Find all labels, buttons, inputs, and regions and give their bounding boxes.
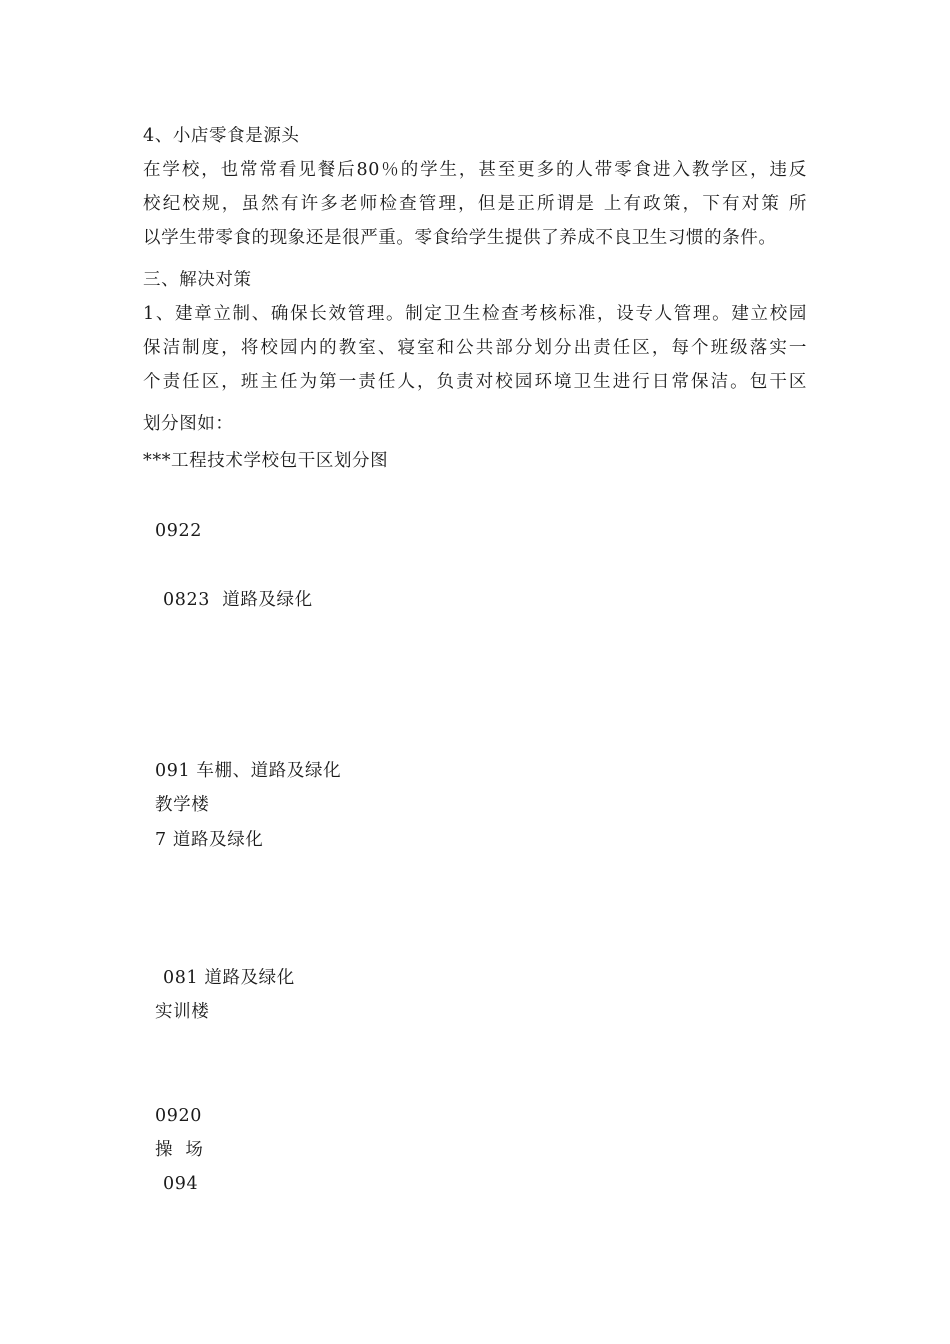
area-label: 081 道路及绿化 — [163, 968, 295, 988]
area-label: 091 车棚、道路及绿化 — [155, 761, 342, 781]
area-label: 0922 — [155, 521, 202, 541]
section-heading-solutions: 三、解决对策 — [143, 270, 252, 290]
paragraph-line: 校纪校规，虽然有许多老师检查管理，但是正所谓是 上有政策，下有对策 所 — [143, 194, 807, 214]
area-label: 7 道路及绿化 — [155, 830, 264, 850]
area-label: 0823 道路及绿化 — [163, 590, 313, 610]
building-label: 操 场 — [155, 1140, 204, 1160]
paragraph-line: 个责任区，班主任为第一责任人，负责对校园环境卫生进行日常保洁。包干区 — [143, 372, 807, 392]
paragraph-line: 1、建章立制、确保长效管理。制定卫生检查考核标准，设专人管理。建立校园 — [143, 304, 807, 324]
paragraph-line: 保洁制度，将校园内的教室、寝室和公共部分划分出责任区，每个班级落实一 — [143, 338, 807, 358]
building-label: 教学楼 — [155, 795, 210, 815]
area-label: 0920 — [155, 1106, 202, 1126]
paragraph-line: 划分图如： — [143, 414, 234, 434]
section-heading-shop-snacks: 4、小店零食是源头 — [143, 126, 300, 146]
paragraph-line: 以学生带零食的现象还是很严重。零食给学生提供了养成不良卫生习惯的条件。 — [143, 228, 777, 248]
area-label: 094 — [163, 1174, 199, 1194]
diagram-title: ***工程技术学校包干区划分图 — [143, 451, 389, 471]
building-label: 实训楼 — [155, 1002, 210, 1022]
paragraph-line: 在学校，也常常看见餐后80％的学生，甚至更多的人带零食进入教学区，违反 — [143, 160, 807, 180]
